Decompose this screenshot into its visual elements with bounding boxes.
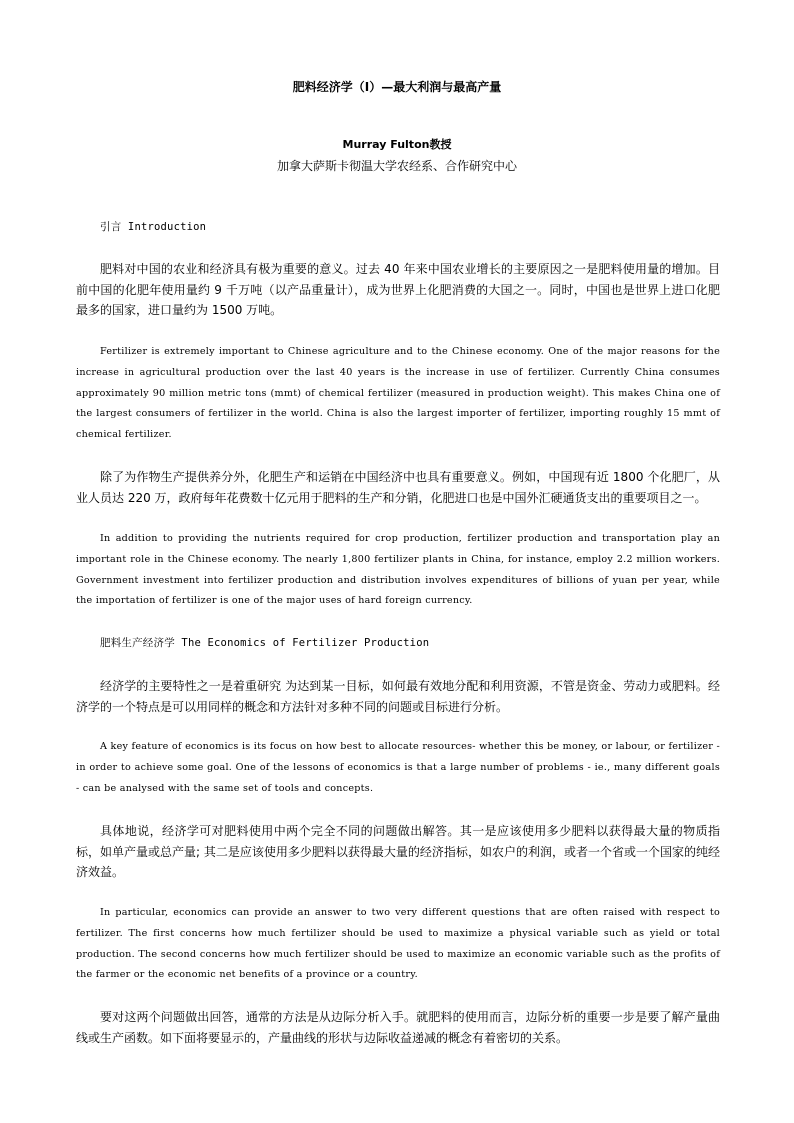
author-name: Murray Fulton教授 bbox=[342, 138, 452, 151]
paragraph-zh-3: 经济学的主要特性之一是着重研究 为达到某一目标，如何最有效地分配和利用资源，不管是资金、劳动力或肥料。经济学的一个特点是可以用同样的概念和方法针对多种不同的问题或目标进行分析。 bbox=[76, 679, 720, 714]
paragraph-zh-4: 具体地说，经济学可对肥料使用中两个完全不同的问题做出解答。其一是应该使用多少肥料以获得最大量的物质指标，如单产量或总产量; 其二是应该使用多少肥料以获得最大量的经济指标，如农户的利润，或者一个省或一个国家的纯经济效益。 bbox=[76, 824, 720, 879]
paragraph-en-3: A key feature of economics is its focus on how best to allocate resources- whether this be money, or labour, or fertilizer - in order to achieve some goal. One of the lessons of economics is that a large number of problems - ie., many different goals - can be analysed with the same set of tools and concepts. bbox=[76, 741, 720, 794]
paragraph-en-1: Fertilizer is extremely important to Chinese agriculture and to the Chinese economy. One of the major reasons for the increase in agricultural production over the last 40 years is the increase in use of fertilizer. Currently China consumes approximately 90 million metric tons (mmt) of chemical fertilizer (measured in production weight). This makes China one of the largest consumers of fertilizer in the world. China is also the largest importer of fertilizer, importing roughly 15 mmt of chemical fertilizer. bbox=[76, 346, 720, 441]
paragraph-zh-1: 肥料对中国的农业和经济具有极为重要的意义。过去 40 年来中国农业增长的主要原因之一是肥料使用量的增加。目前中国的化肥年使用量约 9 千万吨（以产品重量计），成为世界上化肥消费的大国之一。同时，中国也是世界上进口化肥最多的国家，进口量约为 1500 万吨。 bbox=[76, 262, 720, 317]
paragraph-en-2: In addition to providing the nutrients required for crop production, fertilizer production and transportation play an important role in the Chinese economy. The nearly 1,800 fertilizer plants in China, for instance, employ 2.2 million workers. Government investment into fertilizer production and distribution involves expenditures of billions of yuan per year, while the importation of fertilizer is one of the major uses of hard foreign currency. bbox=[76, 533, 720, 607]
paragraph-en-4: In particular, economics can provide an answer to two very different questions that are often raised with respect to fertilizer. The first concerns how much fertilizer should be used to maximize a physical variable such as yield or total production. The second concerns how much fertilizer should be used to maximize an economic variable such as the profits of the farmer or the economic net benefits of a province or a country. bbox=[76, 907, 720, 981]
section-heading-introduction: 引言 Introduction bbox=[100, 221, 207, 233]
paragraph-zh-2: 除了为作物生产提供养分外，化肥生产和运销在中国经济中也具有重要意义。例如，中国现有近 1800 个化肥厂，从业人员达 220 万，政府每年花费数十亿元用于肥料的生产和分销，化肥进口也是中国外汇硬通货支出的重要项目之一。 bbox=[76, 470, 720, 505]
document-title: 肥料经济学（Ⅰ）—最大利润与最高产量 bbox=[292, 80, 502, 94]
paragraph-zh-5: 要对这两个问题做出回答，通常的方法是从边际分析入手。就肥料的使用而言，边际分析的重要一步是要了解产量曲线或生产函数。如下面将要显示的，产量曲线的形状与边际收益递减的概念有着密切的关系。 bbox=[76, 1010, 720, 1045]
author-affiliation: 加拿大萨斯卡彻温大学农经系、合作研究中心 bbox=[276, 159, 517, 173]
section-heading-economics: 肥料生产经济学 The Economics of Fertilizer Production bbox=[100, 637, 430, 649]
